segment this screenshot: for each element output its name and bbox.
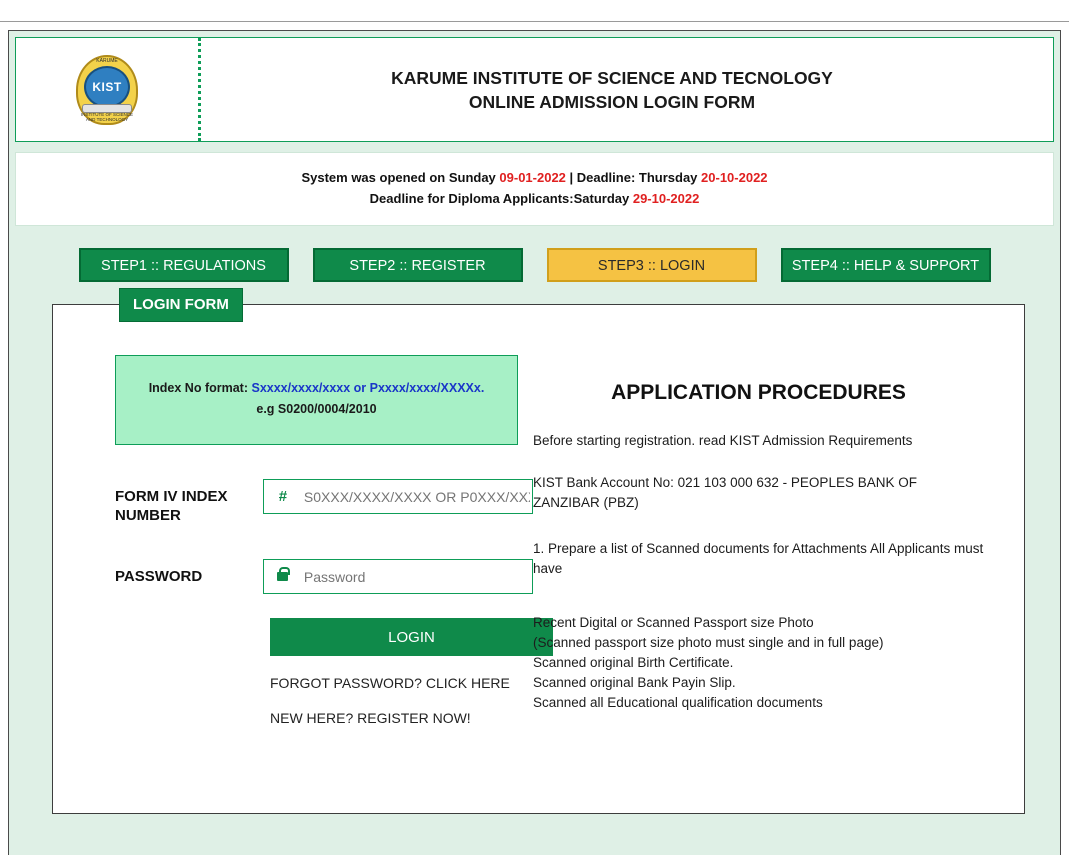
- notice-deadline-prefix: | Deadline: Thursday: [565, 170, 702, 185]
- lock-icon: [264, 568, 302, 585]
- login-form-tab: LOGIN FORM: [119, 288, 243, 322]
- notice-line-1: [26, 167, 1043, 188]
- index-number-input[interactable]: [302, 488, 532, 506]
- steps-nav: [15, 248, 1054, 282]
- hint-example: e.g S0200/0004/2010: [256, 402, 377, 416]
- index-number-input-wrap[interactable]: [263, 479, 533, 514]
- notice-open-prefix: System was opened on Sunday: [301, 170, 500, 185]
- password-input[interactable]: [302, 568, 532, 586]
- page-title-line1: KARUME INSTITUTE OF SCIENCE AND TECNOLOGY: [391, 67, 833, 88]
- notice-diploma-prefix: Deadline for Diploma Applicants:Saturday: [369, 191, 633, 206]
- document-item: (Scanned passport size photo must single and in full page): [533, 635, 884, 650]
- page-title-line2: ONLINE ADMISSION LOGIN FORM: [468, 91, 756, 112]
- notice-deadline-date: 20-10-2022: [701, 170, 768, 185]
- procedures-column: [533, 355, 1024, 726]
- login-panel: [52, 296, 1025, 814]
- login-form-column: [53, 355, 533, 726]
- document-item: Recent Digital or Scanned Passport size Photo: [533, 615, 814, 630]
- page-title: [201, 66, 1053, 114]
- document-item: Scanned original Bank Payin Slip.: [533, 675, 736, 690]
- browser-top-bar: [0, 0, 1069, 22]
- kist-logo-icon: [76, 55, 138, 125]
- document-item: Scanned all Educational qualification documents: [533, 695, 823, 710]
- notice-open-date: 09-01-2022: [499, 170, 566, 185]
- notice-line-2: [26, 188, 1043, 209]
- forgot-password-link[interactable]: FORGOT PASSWORD? CLICK HERE: [270, 675, 510, 691]
- logo-bottom-text: INSTITUTE OF SCIENCE AND TECHNOLOGY: [80, 111, 133, 122]
- logo-text: KIST: [92, 79, 122, 94]
- page-header: [15, 37, 1054, 142]
- procedures-paragraph-2: KIST Bank Account No: 021 103 000 632 - PEOPLES BANK OF ZANZIBAR (PBZ): [533, 475, 917, 510]
- register-now-link[interactable]: NEW HERE? REGISTER NOW!: [270, 710, 471, 726]
- procedures-title: APPLICATION PROCEDURES: [611, 381, 906, 404]
- logo-cell: [16, 38, 201, 141]
- app-container: [8, 30, 1061, 855]
- hint-formats: Sxxxx/xxxx/xxxx or Pxxxx/xxxx/XXXXx.: [251, 381, 485, 395]
- system-notice: [15, 152, 1054, 226]
- password-input-wrap[interactable]: [263, 559, 533, 594]
- procedures-paragraph-1: Before starting registration. read KIST Admission Requirements: [533, 433, 913, 448]
- hash-icon: #: [278, 488, 288, 505]
- index-format-hint: [115, 355, 518, 445]
- notice-diploma-date: 29-10-2022: [632, 191, 700, 206]
- procedures-documents-list: [533, 613, 984, 713]
- document-item: Scanned original Birth Certificate.: [533, 655, 734, 670]
- step-help-support[interactable]: STEP4 :: HELP & SUPPORT: [781, 248, 991, 282]
- hint-prefix: Index No format:: [148, 381, 252, 395]
- logo-top-text: KARUME: [96, 57, 118, 64]
- login-button[interactable]: LOGIN: [270, 618, 553, 656]
- password-row: [115, 559, 533, 594]
- password-label: PASSWORD: [115, 568, 203, 585]
- step-login[interactable]: STEP3 :: LOGIN: [547, 248, 757, 282]
- index-number-row: [115, 479, 533, 525]
- step-regulations[interactable]: STEP1 :: REGULATIONS: [79, 248, 289, 282]
- step-register[interactable]: STEP2 :: REGISTER: [313, 248, 523, 282]
- index-number-label: FORM IV INDEX NUMBER: [115, 488, 228, 524]
- procedures-paragraph-3: 1. Prepare a list of Scanned documents for Attachments All Applicants must have: [533, 541, 984, 576]
